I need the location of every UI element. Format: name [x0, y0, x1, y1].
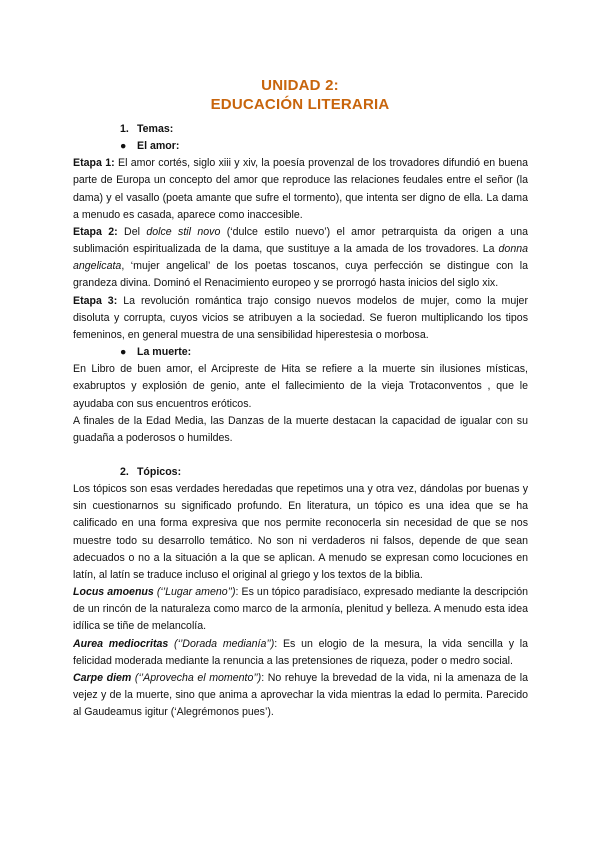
etapa-text: La revolución romántica trajo consigo nuevos modelos de mujer, como la mujer disoluta y corrupta, cuyos vicios se atribuyen a la sociedad. Se fueron multiplicando los tipos femeninos, en general muestra de una sensibilidad hiperestesia o morbosa. [73, 294, 528, 341]
bullet-icon: ● [120, 140, 127, 153]
etapa-text: , ‘mujer angelical’ de los poetas toscanos, cuya perfección se distingue con la grandeza divina. Dominó el Renacimiento europeo y se prorrogó hasta inicios del siglo xix. [73, 260, 528, 290]
topic-text: : Es un tópico paradisíaco, expresado mediante la descripción de un rincón de la naturaleza como marco de la armonía, plenitud y belleza. A menudo esta idea idílica se tiñe de melancolía. [73, 586, 528, 633]
topic-translation: (‘’Dorada medianía’’) [168, 637, 275, 650]
topic-label: Locus amoenus [73, 586, 154, 599]
bullet-title: El amor: [137, 140, 180, 153]
topic-text: : Es un elogio de la mesura, la vida sencilla y la felicidad moderada mediante la renuncia a las pretensiones de riqueza, poder o medro social. [73, 637, 529, 667]
section-heading-temas [73, 121, 528, 138]
document-body [73, 121, 528, 721]
topic-translation: (‘’Aprovecha el momento’’) [131, 671, 262, 684]
etapa-label: Etapa 2: [73, 225, 118, 238]
paragraph-locus-amoenus [73, 584, 528, 635]
etapa-label: Etapa 1: [73, 157, 115, 170]
unit-title: UNIDAD 2: [261, 77, 339, 94]
bullet-heading-amor [73, 138, 528, 155]
paragraph-etapa-3 [73, 293, 528, 344]
section-number: 1. [120, 123, 129, 135]
paragraph-muerte-2: A finales de la Edad Media, las Danzas de la muerte destacan la capacidad de igualar con su guadaña a poderosos o humildes. [73, 414, 528, 444]
italic-term: donna angelicata [73, 243, 528, 273]
section-number: 2. [120, 465, 129, 478]
paragraph-topicos-intro: Los tópicos son esas verdades heredadas que repetimos una y otra vez, dándolas por buenas y sin cuestionarnos su significado profundo. En literatura, un tópico es una idea que se ha calificado en una forma expresiva que nos permite reconocerla sin necesidad de que se nos muestre todo su desarrollo temático. No son ni verdaderos ni falsos, depende de que sean adecuados o no a la situación a la que se aplican. A menudo se expresan como locuciones en latín, al latín se traduce incluso el original al griego y los textos de la biblia. [73, 483, 528, 581]
section-title: Tópicos: [136, 465, 182, 478]
section-title: Temas: [136, 123, 174, 135]
section-heading-topicos [73, 464, 528, 481]
etapa-text: Del [117, 225, 147, 238]
paragraph-muerte-1: En Libro de buen amor, el Arcipreste de Hita se refiere a la muerte sin ilusiones místicas, exabruptos y explosión de genio, ante el fallecimiento de la vieja Trotaconventos , que le ayudaba con sus encuentros eróticos. [73, 363, 528, 410]
etapa-text: (‘dulce estilo nuevo’) el amor petrarquista da origen a una sublimación espiritualizada de la dama, que sustituye a la amada de los trovadores. La [73, 225, 528, 256]
bullet-heading-muerte [73, 344, 528, 361]
italic-term: dolce stil novo [146, 225, 221, 238]
topic-label: Aurea mediocritas [73, 637, 169, 650]
bullet-icon: ● [120, 346, 127, 359]
topic-translation: (‘’Lugar ameno’’) [153, 586, 236, 599]
spacer [73, 447, 528, 464]
topic-text: : No rehuye la brevedad de la vida, ni la amenaza de la vejez y de la muerte, sino que anima a aprovechar la vida mientras la edad lo permita. Parecido al Gaudeamus igitur (‘Alegrémonos pues’). [73, 671, 528, 719]
bullet-title: La muerte: [137, 346, 192, 359]
unit-subtitle: EDUCACIÓN LITERARIA [210, 96, 390, 113]
etapa-text: El amor cortés, siglo xiii y xiv, la poesía provenzal de los trovadores difundió en buena parte de Europa un concepto del amor que reproduce las relaciones feudales entre el señor (la dama) y el vasallo (poeta amante que sufre el tormento), que intenta ser digno de ella. La dama a menudo es casada, aparece como inaccesible. [73, 157, 529, 221]
paragraph-etapa-2 [73, 224, 528, 293]
paragraph-etapa-1 [73, 155, 528, 224]
topic-label: Carpe diem [73, 671, 132, 684]
paragraph-carpe-diem [73, 670, 528, 721]
paragraph-aurea-mediocritas [73, 636, 528, 670]
etapa-label: Etapa 3: [73, 294, 118, 307]
